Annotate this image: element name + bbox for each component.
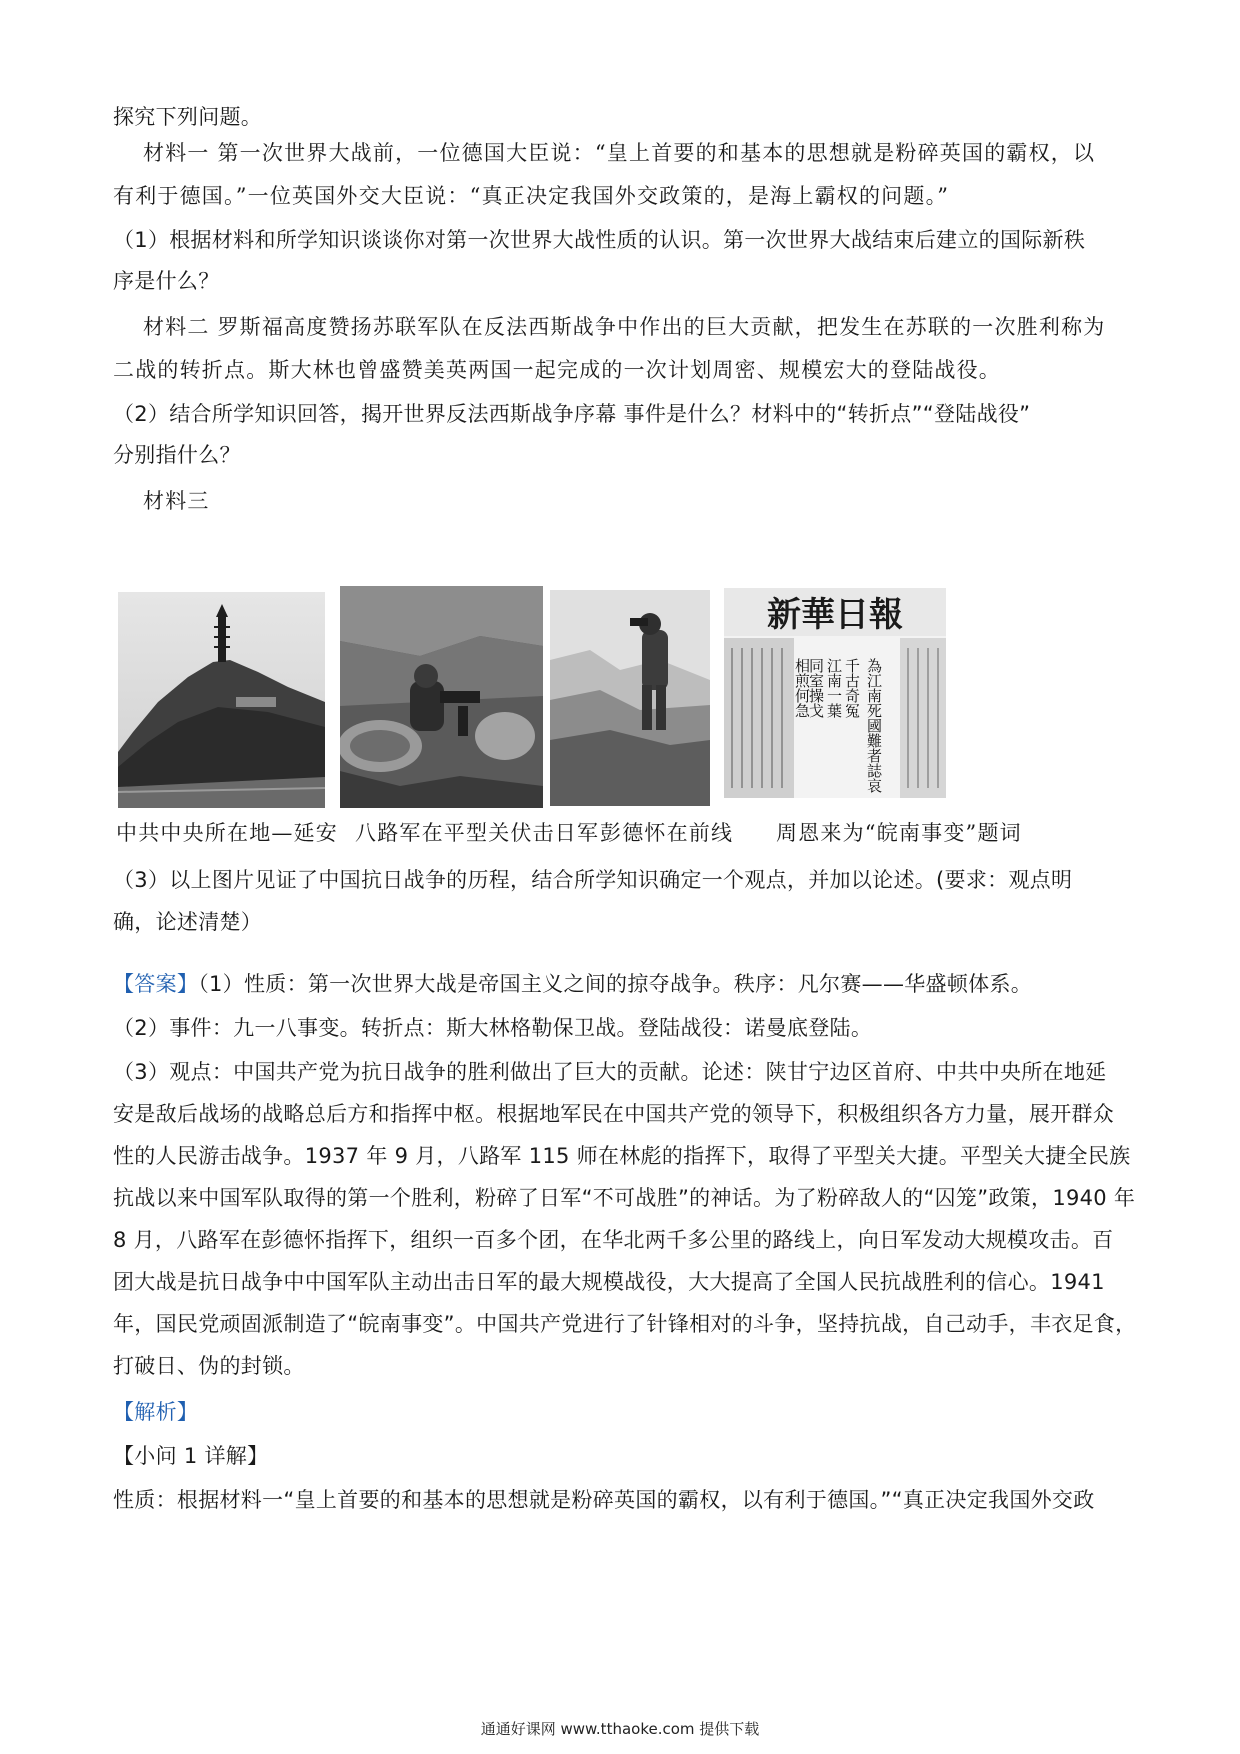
caption-2: 八路军在平型关伏击日军 bbox=[355, 821, 600, 845]
answer-3-line-3: 性的人民游击战争。1937 年 9 月，八路军 115 师在林彪的指挥下，取得了平型关大捷。平型关大捷全民族 bbox=[113, 1144, 1131, 1168]
answer-1 bbox=[113, 969, 1128, 999]
material-2-line-2: 二战的转折点。斯大林也曾盛赞美英两国一起完成的一次计划周密、规模宏大的登陆战役。 bbox=[113, 358, 1001, 382]
pingxingguan-photo bbox=[340, 586, 543, 808]
answer-3-line-1: （3）观点：中国共产党为抗日战争的胜利做出了巨大的贡献。论述：陕甘宁边区首府、中共中央所在地延 bbox=[113, 1060, 1107, 1084]
analysis-tag: 【解析】 bbox=[113, 1400, 199, 1424]
inscription-col-1: 為江南死國難者誌哀 bbox=[865, 658, 883, 793]
material-1-line-2: 有利于德国。”一位英国外交大臣说：“真正决定我国外交政策的，是海上霸权的问题。” bbox=[113, 184, 950, 208]
material-2-line-1: 材料二 罗斯福高度赞扬苏联军队在反法西斯战争中作出的巨大贡献，把发生在苏联的一次胜利称为 bbox=[143, 315, 1106, 339]
sub-question-1-line-1: 性质：根据材料一“皇上首要的和基本的思想就是粉碎英国的霸权，以有利于德国。”“真正决定我国外交政 bbox=[113, 1488, 1095, 1512]
answer-3-line-4: 抗战以来中国军队取得的第一个胜利，粉碎了日军“不可战胜”的神话。为了粉碎敌人的“囚笼”政策，1940 年 bbox=[113, 1186, 1136, 1210]
caption-3: 彭德怀在前线 bbox=[600, 821, 734, 845]
answer-3-line-2: 安是敌后战场的战略总后方和指挥中枢。根据地军民在中国共产党的领导下，积极组织各方力量，展开群众 bbox=[113, 1102, 1115, 1126]
newspaper-masthead: 新華日報 bbox=[767, 595, 903, 635]
answer-3-line-7: 年，国民党顽固派制造了“皖南事变”。中国共产党进行了针锋相对的斗争，坚持抗战，自己动手，丰衣足食， bbox=[113, 1312, 1137, 1336]
question-1-line-2: 序是什么？ bbox=[113, 269, 220, 293]
question-3-line-1: （3）以上图片见证了中国抗日战争的历程，结合所学知识确定一个观点，并加以论述。(要求：观点明 bbox=[113, 868, 1073, 892]
answer-3-line-8: 打破日、伪的封锁。 bbox=[113, 1354, 305, 1378]
inscription-col-4: 同室操戈 bbox=[807, 658, 825, 718]
newspaper-inscription-photo bbox=[724, 588, 946, 798]
inscription-col-5: 相煎何急 bbox=[793, 658, 811, 718]
question-1-line-1: （1）根据材料和所学知识谈谈你对第一次世界大战性质的认识。第一次世界大战结束后建立的国际新秩 bbox=[113, 228, 1086, 252]
sub-question-1-tag: 【小问 1 详解】 bbox=[113, 1444, 269, 1468]
yanan-photo bbox=[118, 592, 325, 808]
answer-3-line-5: 8 月，八路军在彭德怀指挥下，组织一百多个团，在华北两千多公里的路线上，向日军发动大规模攻击。百 bbox=[113, 1228, 1114, 1252]
inscription-col-3: 江南一葉 bbox=[825, 658, 843, 718]
answer-2: （2）事件：九一八事变。转折点：斯大林格勒保卫战。登陆战役：诺曼底登陆。 bbox=[113, 1016, 873, 1040]
caption-4: 周恩来为“皖南事变”题词 bbox=[776, 821, 1022, 845]
footer-watermark: 通通好课网 www.tthaoke.com 提供下载 bbox=[480, 1720, 760, 1738]
caption-1: 中共中央所在地—延安 bbox=[116, 821, 338, 845]
question-3-line-2: 确，论述清楚） bbox=[113, 910, 263, 934]
inscription-col-2: 千古奇冤 bbox=[843, 658, 861, 718]
answer-tag: 【答案】 bbox=[113, 972, 199, 996]
material-3-label: 材料三 bbox=[143, 489, 210, 513]
peng-dehuai-photo bbox=[550, 590, 710, 806]
material-1-line-1: 材料一 第一次世界大战前，一位德国大臣说：“皇上首要的和基本的思想就是粉碎英国的霸权，以 bbox=[143, 141, 1096, 165]
intro-text: 探究下列问题。 bbox=[113, 105, 263, 129]
answer-1-text: （1）性质：第一次世界大战是帝国主义之间的掠夺战争。秩序：凡尔赛——华盛顿体系。 bbox=[198, 972, 1033, 996]
answer-3-line-6: 团大战是抗日战争中中国军队主动出击日军的最大规模战役，大大提高了全国人民抗战胜利的信心。1941 bbox=[113, 1270, 1105, 1294]
question-2-line-2: 分别指什么？ bbox=[113, 443, 241, 467]
question-2-line-1: （2）结合所学知识回答，揭开世界反法西斯战争序幕 事件是什么？材料中的“转折点”“登陆战役” bbox=[113, 402, 1031, 426]
